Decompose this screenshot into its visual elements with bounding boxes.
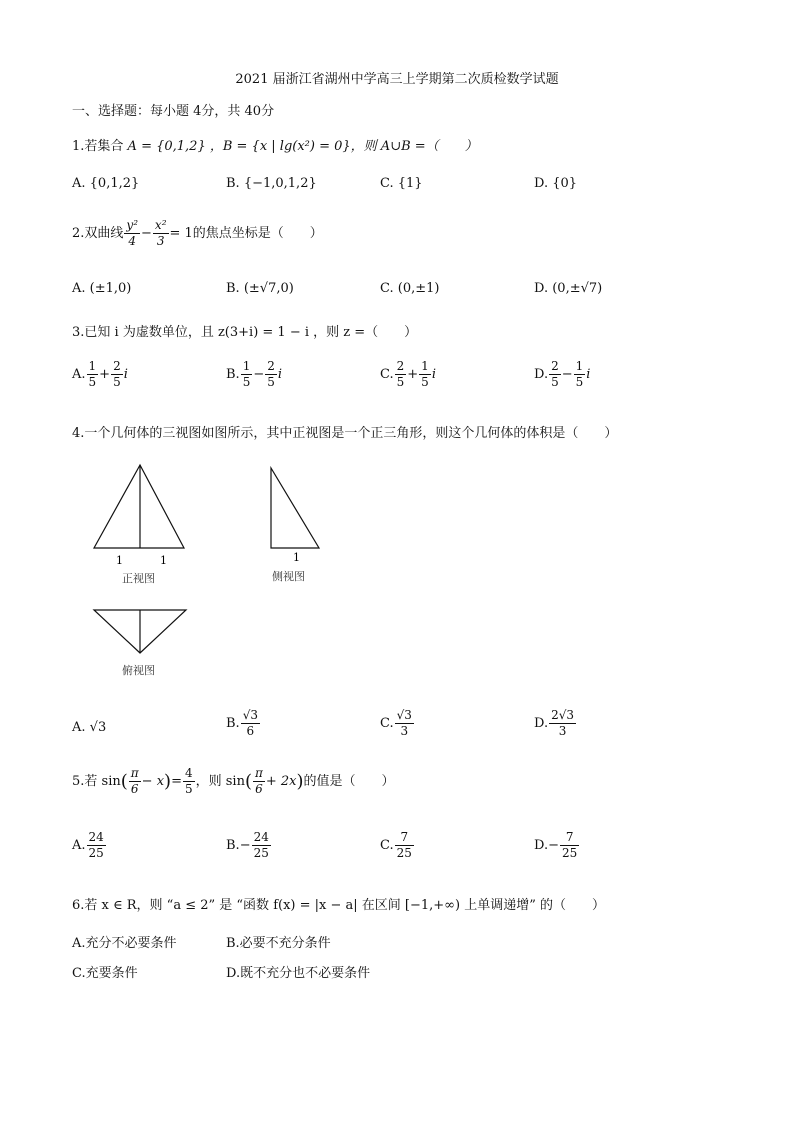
stem-text: 若集合 [84,139,128,154]
option-a[interactable]: A. $\frac{1}{5}$ + $\frac{2}{5}$ i [72,359,128,389]
option-c[interactable]: C. $\frac{2}{5}$ + $\frac{1}{5}$ i [380,359,436,389]
page-title: 2021 届浙江省湖州中学高三上学期第二次质检数学试题 [235,72,559,87]
option-c[interactable]: C. $\frac{√3}{3}$ [380,708,412,738]
side-dim: 1 [293,551,300,564]
question-3-stem [72,321,417,340]
side-view-label: 侧视图 [272,570,305,583]
stem-text: 已知 i 为虚数单位，且 z(3+i) = 1 − i ，则 z =（ ） [84,325,418,340]
option-b[interactable]: B. {−1,0,1,2} [226,176,317,191]
stem-text: 双曲线 [84,226,124,241]
question-number: 2. [72,226,85,241]
question-6-stem [72,894,605,913]
question-number: 5. [72,774,85,789]
option-c[interactable]: C.充要条件 [72,966,138,981]
option-d[interactable]: D. (0,±√7) [534,281,603,296]
option-c[interactable]: C. (0,±1) [380,281,440,296]
question-1-stem [72,135,478,154]
question-4-stem [72,422,617,441]
question-number: 1. [72,139,85,154]
front-view [94,465,184,548]
question-2-stem: 2.双曲线 $\frac{\text{y²}}{4}$ − $\frac{\text{x²}}{3}$ = 1的焦点坐标是（ ） [72,218,323,248]
option-c[interactable]: C. {1} [380,176,423,191]
stem-text: 一个几何体的三视图如图所示，其中正视图是一个正三角形，则这个几何体的体积是（ ） [84,426,618,441]
top-view-label: 俯视图 [122,664,155,677]
front-dim-right: 1 [160,554,167,567]
fraction: $\frac{\text{x²}}{3}$ [154,218,167,248]
top-view [94,610,186,653]
front-dim-left: 1 [116,554,123,567]
option-d[interactable]: D. $\frac{2√3}{3}$ [534,708,575,738]
option-a[interactable]: A. $\frac{24}{25}$ [72,830,104,860]
front-view-triangle [94,465,184,548]
option-b[interactable]: B.− $\frac{24}{25}$ [226,830,269,860]
question-number: 4. [72,426,85,441]
question-5-stem: 5.若 sin( $\frac{\pi}{6}$ − x)= $\frac{4}{5}$ ，则 sin( $\frac{\pi}{6}$ + 2x)的值是（ ） [72,766,395,796]
question-number: 6. [72,898,85,913]
option-b[interactable]: B. $\frac{1}{5}$ − $\frac{2}{5}$ i [226,359,283,389]
option-d[interactable]: D. $\frac{2}{5}$ − $\frac{1}{5}$ i [534,359,591,389]
option-b[interactable]: B. $\frac{√3}{6}$ [226,708,258,738]
front-view-label: 正视图 [122,572,155,585]
side-view [271,468,319,548]
option-a[interactable]: A.充分不必要条件 [72,936,177,951]
option-d[interactable]: D. {0} [534,176,578,191]
option-d[interactable]: D.既不充分也不必要条件 [226,966,371,981]
fraction: $\frac{\text{y²}}{4}$ [126,218,139,248]
option-c[interactable]: C. $\frac{7}{25}$ [380,830,412,860]
option-b[interactable]: B. (±√7,0) [226,281,294,296]
option-a[interactable]: A. √3 [72,720,107,735]
stem-math: A = {0,1,2} ，B = {x | lg(x²) = 0}，则 A∪B =（ ） [127,139,478,154]
stem-text: 若 x ∈ R，则 “a ≤ 2” 是 “函数 f(x) = |x − a| 在区间 [−1,+∞) 上单调递增” 的（ ） [84,898,605,913]
option-d[interactable]: D.− $\frac{7}{25}$ [534,830,578,860]
option-a[interactable]: A. (±1,0) [72,281,132,296]
three-view-figure [80,460,340,690]
question-number: 3. [72,325,85,340]
option-a[interactable]: A. {0,1,2} [72,176,140,191]
option-b[interactable]: B.必要不充分条件 [226,936,331,951]
section-heading: 一、选择题：每小题 4分，共 40分 [72,104,275,119]
stem-text: = 1的焦点坐标是（ ） [169,226,323,241]
side-view-triangle [271,468,319,548]
